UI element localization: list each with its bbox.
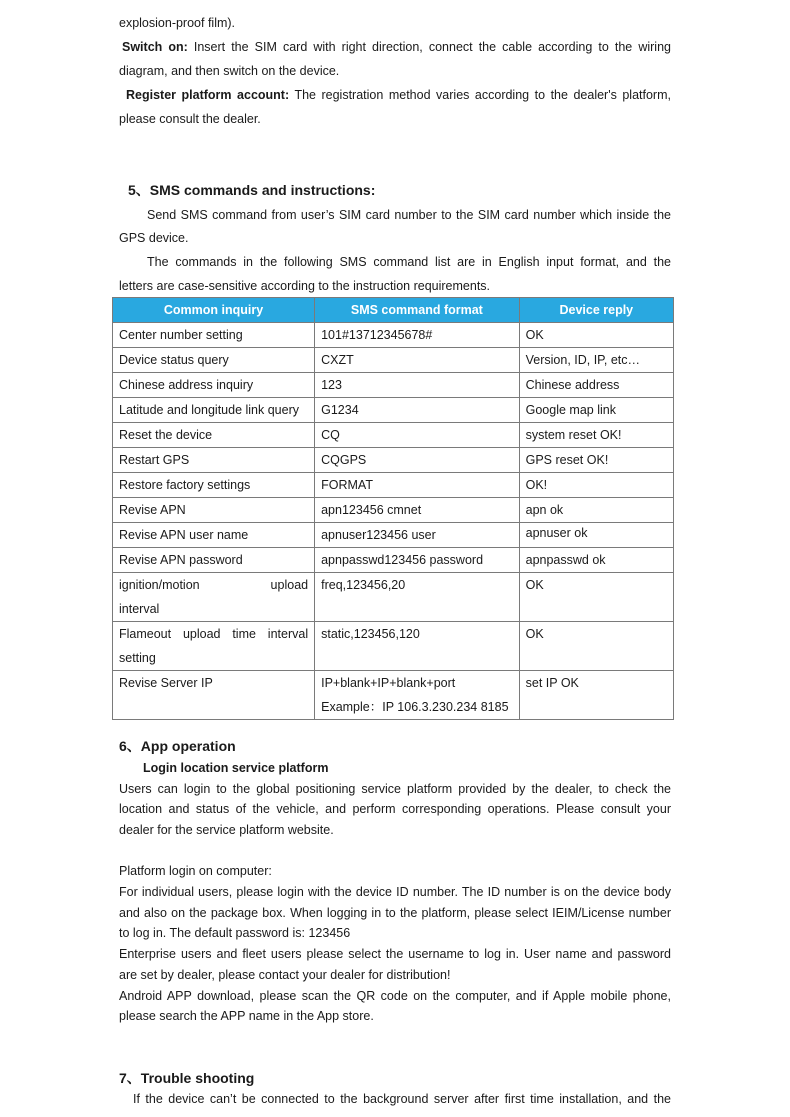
- table-cell: Reset the device: [113, 423, 315, 448]
- register-paragraph: [126, 87, 671, 103]
- table-cell: Restore factory settings: [113, 473, 315, 498]
- table-cell: Version, ID, IP, etc…: [519, 348, 673, 373]
- section6-heading: 6、App operation: [119, 738, 236, 754]
- intro-line: explosion-proof film).: [119, 16, 236, 30]
- table-cell: system reset OK!: [519, 423, 673, 448]
- table-cell: Device status query: [113, 348, 315, 373]
- section5-para2: The commands in the following SMS command list are in English input format, and the: [147, 255, 671, 269]
- cell-line: ignition/motion upload: [119, 578, 309, 592]
- header-sms-command-format: SMS command format: [315, 298, 520, 323]
- table-cell: OK: [519, 323, 673, 348]
- table-cell: [315, 671, 520, 720]
- cell-line: interval: [119, 602, 160, 616]
- table-cell: OK: [519, 573, 673, 622]
- table-cell: apn ok: [519, 498, 673, 523]
- table-cell: CQGPS: [315, 448, 520, 473]
- table-cell: apnpasswd ok: [519, 548, 673, 573]
- switch-on-paragraph: [122, 39, 671, 55]
- section5-para1: Send SMS command from user’s SIM card number to the SIM card number which inside the: [147, 208, 671, 222]
- table-row: [113, 373, 674, 398]
- table-cell: OK!: [519, 473, 673, 498]
- table-cell: static,123456,120: [315, 622, 520, 671]
- section5-heading: 5、SMS commands and instructions:: [128, 182, 376, 198]
- sms-command-table: [112, 297, 674, 720]
- table-cell: Google map link: [519, 398, 673, 423]
- section6-p2-line: Enterprise users and fleet users please select the username to log in. User name and password: [119, 947, 671, 961]
- header-device-reply: Device reply: [519, 298, 673, 323]
- register-label: Register platform account:: [126, 88, 290, 102]
- switch-on-text: Insert the SIM card with right direction, connect the cable according to the wiring: [193, 40, 671, 54]
- table-cell: 123: [315, 373, 520, 398]
- section6-p2-line: to log in. The default password is: 123456: [119, 926, 351, 940]
- section6-p2-line: please search the APP name in the App store.: [119, 1009, 374, 1023]
- table-cell: apnuser ok: [519, 523, 673, 548]
- cell-line: setting: [119, 651, 156, 665]
- table-cell: OK: [519, 622, 673, 671]
- table-row: [113, 573, 674, 622]
- table-row: [113, 523, 674, 548]
- table-cell: G1234: [315, 398, 520, 423]
- table-row: [113, 671, 674, 720]
- table-cell: Revise Server IP: [113, 671, 315, 720]
- table-cell: CXZT: [315, 348, 520, 373]
- table-cell: freq,123456,20: [315, 573, 520, 622]
- table-cell: [113, 573, 315, 622]
- table-row: [113, 423, 674, 448]
- section6-p2-line: and also on the package box. When logging in to the platform, please select IEIM/License number: [119, 906, 671, 920]
- table-cell: FORMAT: [315, 473, 520, 498]
- header-common-inquiry: Common inquiry: [113, 298, 315, 323]
- table-cell: Revise APN: [113, 498, 315, 523]
- table-cell: CQ: [315, 423, 520, 448]
- table-cell: Latitude and longitude link query: [113, 398, 315, 423]
- table-cell: Chinese address: [519, 373, 673, 398]
- table-cell: Revise APN user name: [113, 523, 315, 548]
- table-cell: [113, 622, 315, 671]
- section7-heading: 7、Trouble shooting: [119, 1070, 255, 1086]
- cell-line: Flameout upload time interval: [119, 627, 309, 641]
- section6-p2-line: For individual users, please login with the device ID number. The ID number is on the device body: [119, 885, 671, 899]
- switch-on-label: Switch on:: [122, 40, 188, 54]
- table-cell: Chinese address inquiry: [113, 373, 315, 398]
- section6-p2-line: Platform login on computer:: [119, 864, 272, 878]
- section6-p1-line: Users can login to the global positioning service platform provided by the dealer, to check the: [119, 782, 671, 796]
- table-header-row: [113, 298, 674, 323]
- section5-para1-cont: GPS device.: [119, 231, 189, 245]
- cell-line: IP+blank+IP+blank+port: [321, 676, 456, 690]
- cell-line: Example：IP 106.3.230.234 8185: [321, 700, 509, 714]
- table-cell: 101#13712345678#: [315, 323, 520, 348]
- table-row: [113, 473, 674, 498]
- section6-subheading: Login location service platform: [143, 761, 329, 775]
- table-cell: Revise APN password: [113, 548, 315, 573]
- section6-p2-line: Android APP download, please scan the QR code on the computer, and if Apple mobile phone,: [119, 989, 671, 1003]
- table-cell: Restart GPS: [113, 448, 315, 473]
- table-row: [113, 548, 674, 573]
- table-cell: apnpasswd123456 password: [315, 548, 520, 573]
- table-row: [113, 448, 674, 473]
- table-row: [113, 498, 674, 523]
- section5-para2-cont: letters are case-sensitive according to the instruction requirements.: [119, 279, 491, 293]
- table-cell: Center number setting: [113, 323, 315, 348]
- section6-p1-line: dealer for the service platform website.: [119, 823, 334, 837]
- switch-on-text-cont: diagram, and then switch on the device.: [119, 64, 340, 78]
- table-cell: apnuser123456 user: [315, 523, 520, 548]
- table-row: [113, 622, 674, 671]
- table-row: [113, 323, 674, 348]
- register-text-cont: please consult the dealer.: [119, 112, 261, 126]
- table-cell: GPS reset OK!: [519, 448, 673, 473]
- table-cell: apn123456 cmnet: [315, 498, 520, 523]
- table-cell: set IP OK: [519, 671, 673, 720]
- section6-p2-line: are set by dealer, please contact your dealer for distribution!: [119, 968, 451, 982]
- register-text: The registration method varies according to the dealer's platform,: [294, 88, 671, 102]
- section6-p1-line: location and status of the vehicle, and perform corresponding operations. Please consult your: [119, 802, 671, 816]
- table-row: [113, 348, 674, 373]
- table-row: [113, 398, 674, 423]
- section7-p1-line: If the device can’t be connected to the background server after first time installation, and the: [133, 1092, 671, 1106]
